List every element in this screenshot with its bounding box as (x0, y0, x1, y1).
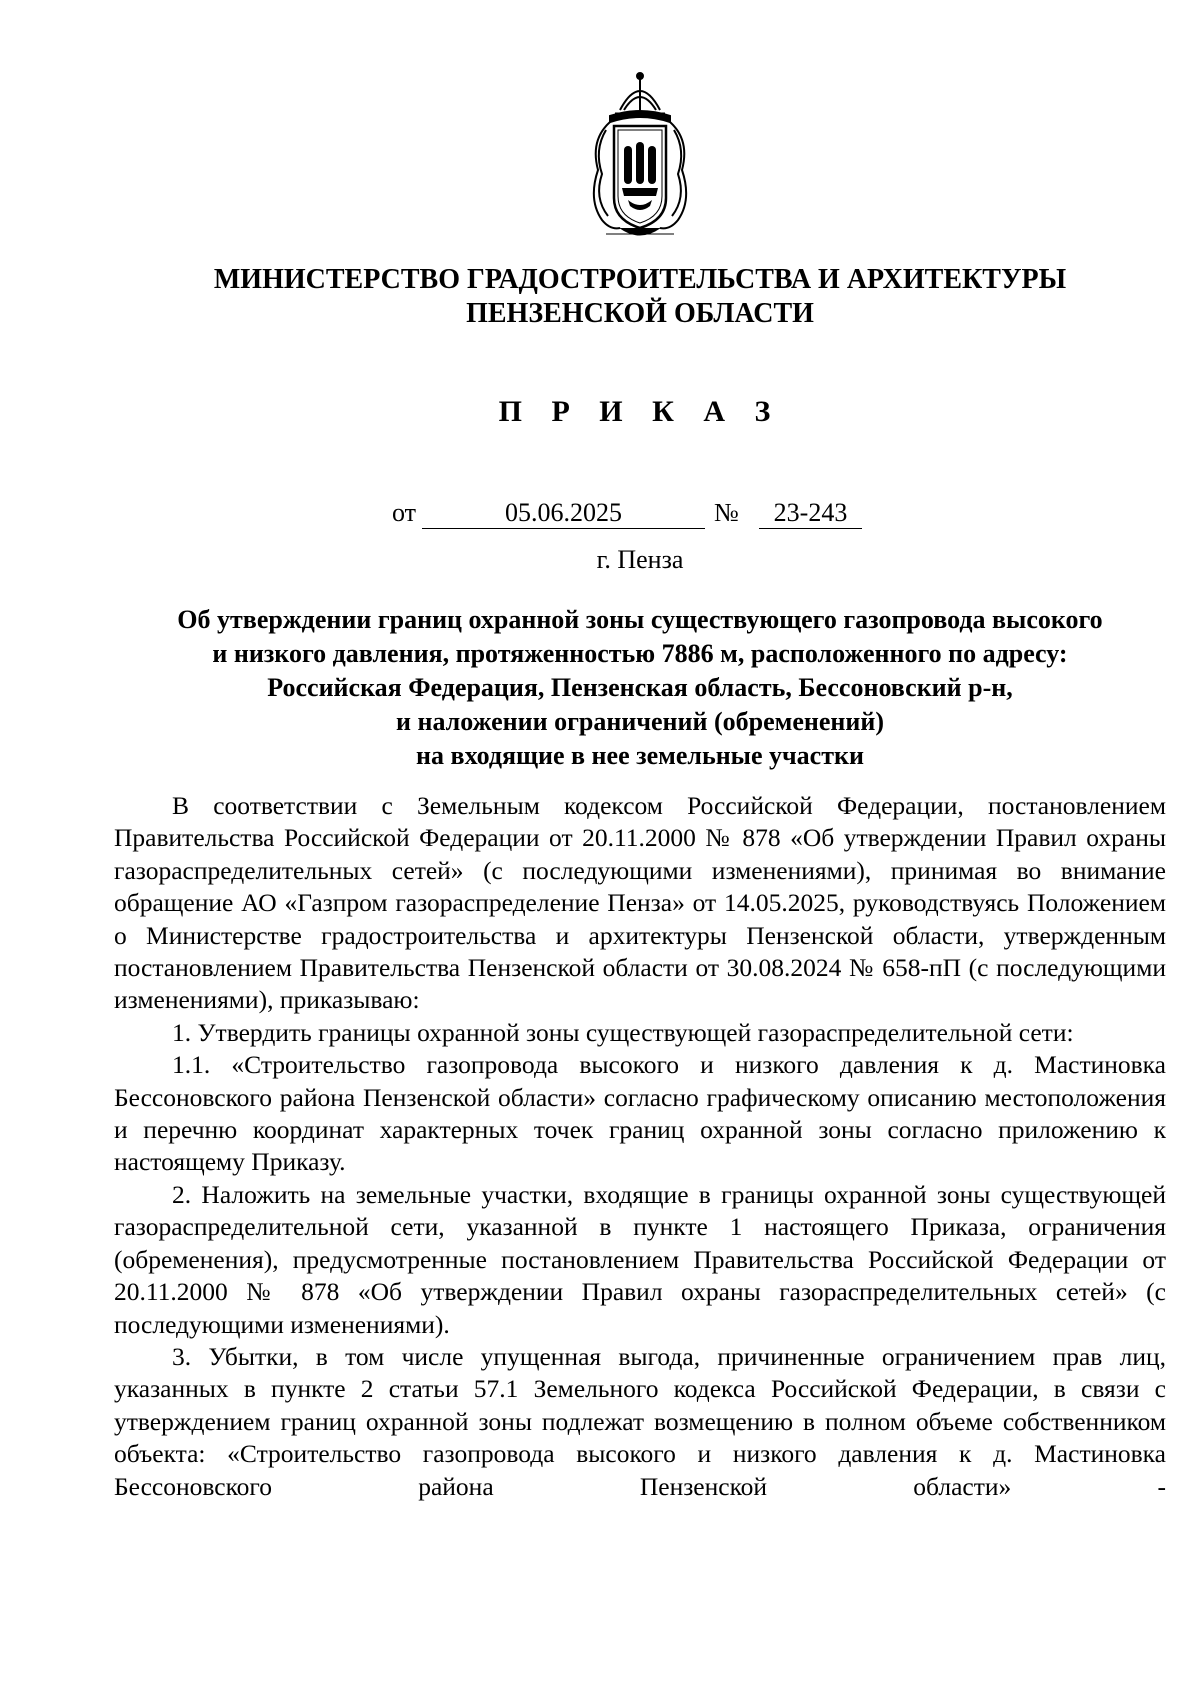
subject-line: и наложении ограничений (обременений) (395, 707, 885, 736)
subject-line: Об утверждении границ охранной зоны существующего газопровода высокого (177, 605, 1103, 634)
order-date: 05.06.2025 (422, 498, 705, 529)
subject-line: на входящие в нее земельные участки (416, 741, 864, 770)
ministry-name-line-2: ПЕНЗЕНСКОЙ ОБЛАСТИ (466, 298, 814, 329)
preamble-paragraph: В соответствии с Земельным кодексом Российской Федерации, постановлением Правительства Российской Федерации от 20.11.2000 № 878 «Об утверждении Правил охраны газораспределительных сетей» (с последующими изменениями), принимая во внимание обращение АО «Газпром газораспределение Пенза» от 14.05.2025, руководствуясь Положением о Министерстве градостроительства и архитектуры Пензенской области, утвержденным постановлением Правительства Пензенской области от 30.08.2024 № 658-пП (с последующими изменениями), приказываю: (114, 791, 1166, 1015)
coat-of-arms-icon (580, 70, 700, 244)
ministry-name-line-1: МИНИСТЕРСТВО ГРАДОСТРОИТЕЛЬСТВА И АРХИТЕКТУРЫ (213, 264, 1067, 295)
clause-1-1: 1.1. «Строительство газопровода высокого и низкого давления к д. Мастиновка Бессоновского района Пензенской области» согласно графическому описанию местоположения и перечню координат характерных точек границ охранной зоны согласно приложению к настоящему Приказу. (114, 1050, 1166, 1177)
subject-line: и низкого давления, протяженностью 7886 м, расположенного по адресу: (212, 639, 1068, 668)
clause-1: 1. Утвердить границы охранной зоны существующей газораспределительной сети: (172, 1017, 1074, 1047)
clause-2: 2. Наложить на земельные участки, входящие в границы охранной зоны существующей газораспределительной сети, указанной в пункте 1 настоящего Приказа, ограничения (обременения), предусмотренные постановлением Правительства Российской Федерации от 20.11.2000 № 878 «Об утверждении Правил охраны газораспределительных сетей» (с последующими изменениями). (114, 1179, 1166, 1339)
date-prefix-label: от (392, 498, 417, 527)
order-subject (120, 603, 1160, 773)
clause-3: 3. Убытки, в том числе упущенная выгода, причиненные ограничением прав лиц, указанных в пункте 2 статьи 57.1 Земельного кодекса Российской Федерации, в связи с утверждением границ охранной зоны подлежат возмещению в полном объеме собственником объекта: «Строительство газопровода высокого и низкого давления к д. Мастиновка Бессоновского района Пензенской области» - (114, 1341, 1166, 1501)
document-type-title: П Р И К А З (498, 395, 782, 428)
order-body (114, 790, 1166, 1503)
order-number: 23-243 (759, 498, 862, 529)
subject-line: Российская Федерация, Пензенская область, Бессоновский р-н, (267, 673, 1013, 702)
city-name: г. Пенза (596, 545, 684, 574)
number-sign-label: № (714, 498, 739, 527)
